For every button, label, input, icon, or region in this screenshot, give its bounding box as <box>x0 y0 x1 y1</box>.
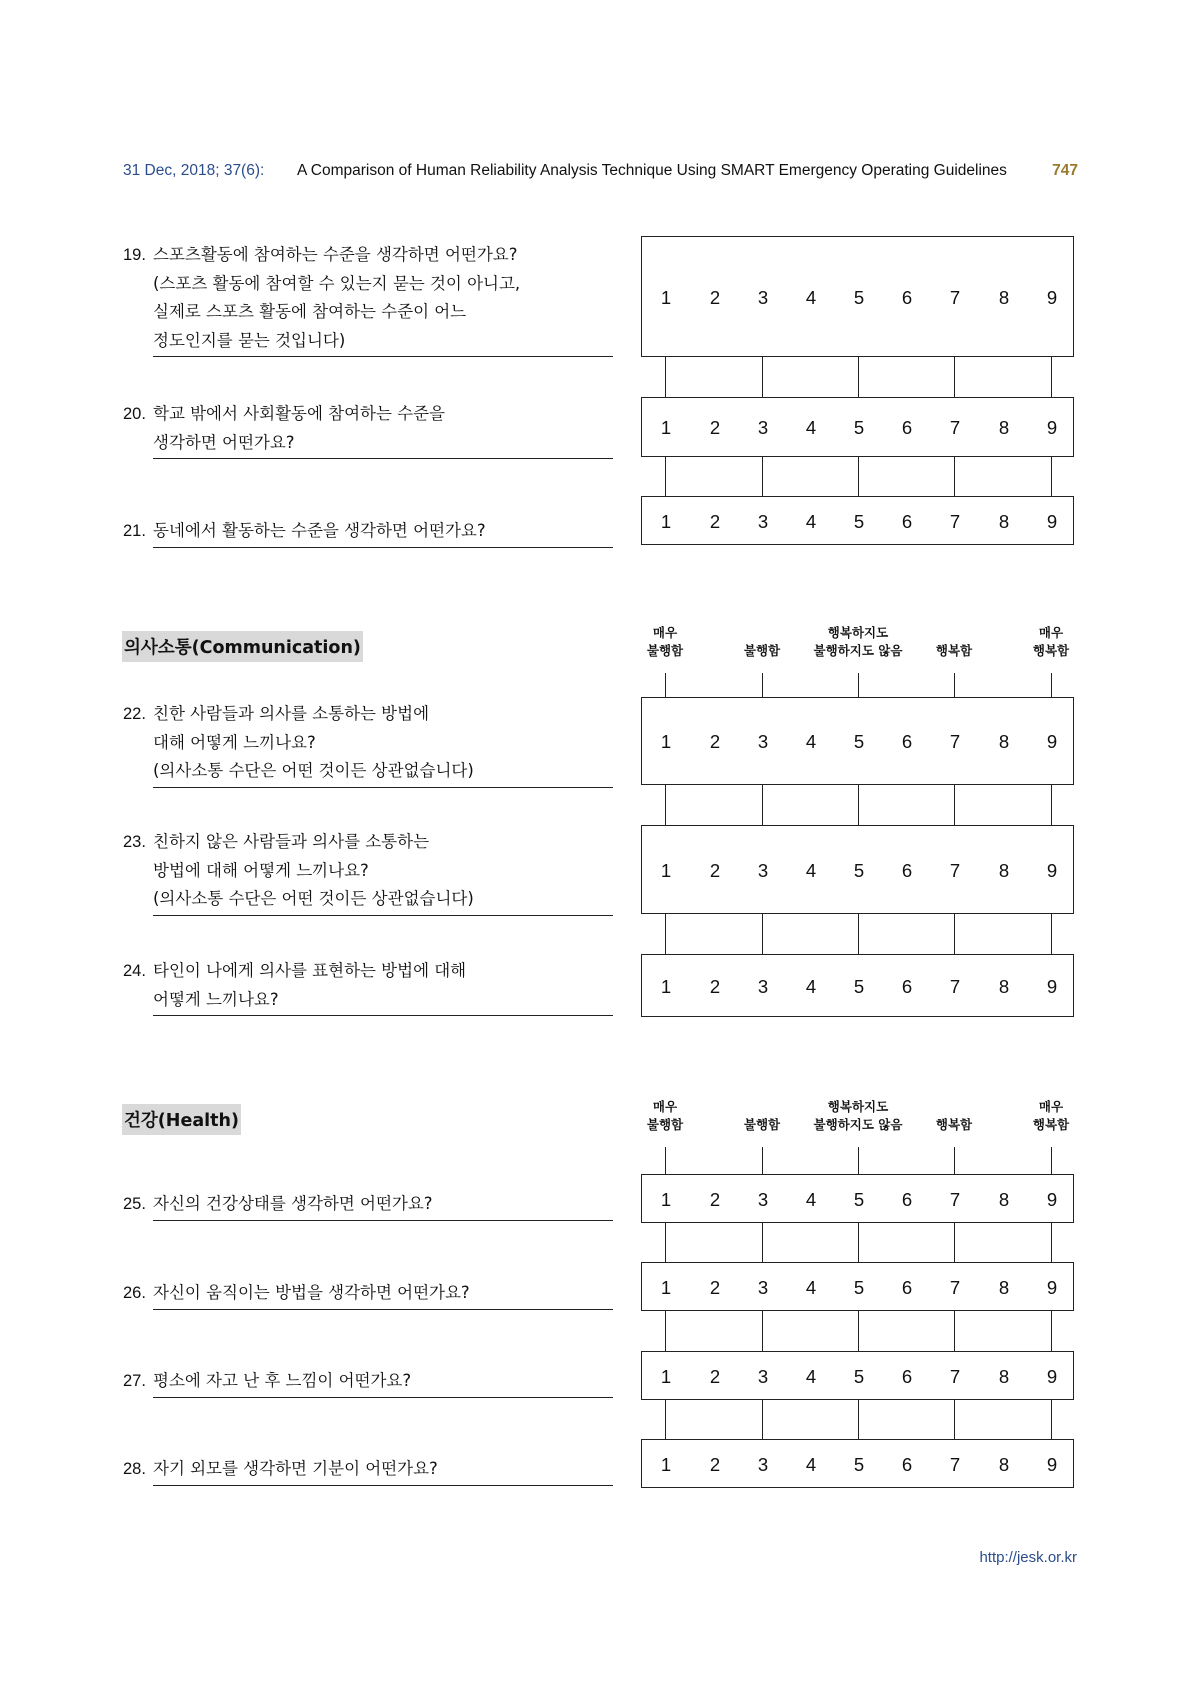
scale-anchor-label <box>814 624 903 660</box>
rating-scale-q21 <box>641 496 1074 545</box>
anchor-line <box>936 624 972 642</box>
scale-option-9[interactable]: 9 <box>1046 286 1058 308</box>
scale-option-4[interactable]: 4 <box>805 975 817 997</box>
scale-option-1[interactable]: 1 <box>660 1453 672 1475</box>
anchor-line: 불행함 <box>743 1117 781 1132</box>
scale-option-2[interactable]: 2 <box>709 1276 721 1298</box>
rating-scale-q22 <box>641 697 1074 785</box>
question-line: 실제로 스포츠 활동에 참여하는 수준이 어느 <box>153 302 467 321</box>
scale-option-4[interactable]: 4 <box>805 510 817 532</box>
scale-tick <box>954 785 955 825</box>
scale-tick <box>858 914 859 954</box>
question-line: 자신이 움직이는 방법을 생각하면 어떤가요? <box>153 1283 470 1302</box>
scale-option-1[interactable]: 1 <box>660 1276 672 1298</box>
scale-option-1[interactable]: 1 <box>660 510 672 532</box>
question-text <box>153 1190 613 1221</box>
anchor-line: 행복함 <box>935 1117 973 1132</box>
question-number: 22. <box>123 705 146 723</box>
scale-option-7[interactable]: 7 <box>949 975 961 997</box>
rating-scale-q19 <box>641 236 1074 357</box>
scale-option-8[interactable]: 8 <box>998 286 1010 308</box>
scale-option-3[interactable]: 3 <box>757 510 769 532</box>
question-line: (스포츠 활동에 참여할 수 있는지 묻는 것이 아니고, <box>153 273 521 293</box>
scale-tick <box>762 1147 763 1174</box>
scale-tick <box>1051 785 1052 825</box>
scale-option-9[interactable]: 9 <box>1046 975 1058 997</box>
scale-option-3[interactable]: 3 <box>757 1365 769 1387</box>
scale-option-4[interactable]: 4 <box>805 731 817 752</box>
scale-tick <box>858 1223 859 1262</box>
anchor-line: 불행하지도 않음 <box>813 1117 903 1132</box>
scale-anchor-label <box>936 1098 972 1134</box>
rating-scale-q24 <box>641 954 1074 1017</box>
question-text <box>153 241 613 357</box>
scale-tick <box>665 1223 666 1262</box>
scale-option-5[interactable]: 5 <box>853 859 865 881</box>
rating-scale-q28 <box>641 1439 1074 1488</box>
section-title-health: 건강(Health) <box>122 1104 241 1135</box>
anchor-line: 매우 <box>1038 625 1064 640</box>
scale-option-5[interactable]: 5 <box>853 975 865 997</box>
scale-option-4[interactable]: 4 <box>805 1453 817 1475</box>
scale-anchor-label <box>647 624 683 660</box>
anchor-line <box>744 1098 780 1116</box>
scale-option-3[interactable]: 3 <box>757 1453 769 1475</box>
scale-option-6[interactable]: 6 <box>901 975 913 997</box>
scale-option-8[interactable]: 8 <box>998 731 1010 752</box>
question-21 <box>123 517 613 548</box>
scale-option-5[interactable]: 5 <box>853 286 865 308</box>
rating-scale-q20 <box>641 397 1074 457</box>
scale-tick <box>954 1311 955 1351</box>
scale-option-7[interactable]: 7 <box>949 286 961 308</box>
anchor-line: 행복하지도 <box>827 1099 889 1114</box>
question-line: 스포츠활동에 참여하는 수준을 생각하면 어떤가요? <box>153 245 518 264</box>
scale-tick <box>1051 457 1052 496</box>
question-line: 생각하면 어떤가요? <box>153 432 295 452</box>
scale-tick <box>762 914 763 954</box>
question-20 <box>123 400 613 459</box>
scale-option-3[interactable]: 3 <box>757 1188 769 1210</box>
scale-option-6[interactable]: 6 <box>901 731 913 752</box>
scale-tick <box>1051 1223 1052 1262</box>
anchor-line: 매우 <box>652 625 678 640</box>
scale-tick <box>954 673 955 697</box>
issue-date: 31 Dec, 2018; 37(6): <box>123 162 265 179</box>
question-number: 23. <box>123 833 146 851</box>
scale-tick <box>762 457 763 496</box>
scale-option-9[interactable]: 9 <box>1046 1188 1058 1210</box>
scale-tick <box>1051 1147 1052 1174</box>
scale-tick <box>665 1147 666 1174</box>
scale-option-7[interactable]: 7 <box>949 859 961 881</box>
article-title: A Comparison of Human Reliability Analysis Technique Using SMART Emergency Operating Guidelines <box>297 162 1007 179</box>
question-line: 정도인지를 묻는 것입니다) <box>153 330 346 350</box>
scale-anchor-label <box>744 624 780 660</box>
question-line: 타인이 나에게 의사를 표현하는 방법에 대해 <box>153 961 467 980</box>
scale-option-2[interactable]: 2 <box>709 1365 721 1387</box>
scale-option-2[interactable]: 2 <box>709 417 721 438</box>
scale-option-8[interactable]: 8 <box>998 859 1010 881</box>
question-text <box>153 957 613 1016</box>
scale-option-3[interactable]: 3 <box>757 286 769 308</box>
question-22 <box>123 700 613 788</box>
scale-option-4[interactable]: 4 <box>805 1188 817 1210</box>
scale-option-2[interactable]: 2 <box>709 859 721 881</box>
scale-option-6[interactable]: 6 <box>901 1276 913 1298</box>
scale-tick <box>858 673 859 697</box>
scale-option-3[interactable]: 3 <box>757 417 769 438</box>
scale-option-7[interactable]: 7 <box>949 731 961 752</box>
scale-option-8[interactable]: 8 <box>998 510 1010 532</box>
scale-option-2[interactable]: 2 <box>709 510 721 532</box>
scale-tick <box>858 357 859 397</box>
scale-option-5[interactable]: 5 <box>853 1453 865 1475</box>
scale-option-6[interactable]: 6 <box>901 859 913 881</box>
scale-tick <box>665 914 666 954</box>
scale-option-8[interactable]: 8 <box>998 1188 1010 1210</box>
scale-option-8[interactable]: 8 <box>998 1365 1010 1387</box>
question-27 <box>123 1367 613 1398</box>
scale-tick <box>665 357 666 397</box>
scale-option-4[interactable]: 4 <box>805 286 817 308</box>
scale-option-5[interactable]: 5 <box>853 1188 865 1210</box>
scale-tick <box>954 1400 955 1439</box>
question-line: 평소에 자고 난 후 느낌이 어떤가요? <box>153 1371 412 1390</box>
scale-tick <box>665 1311 666 1351</box>
scale-option-8[interactable]: 8 <box>998 1453 1010 1475</box>
scale-option-1[interactable]: 1 <box>660 731 672 752</box>
scale-anchor-label <box>647 1098 683 1134</box>
scale-option-4[interactable]: 4 <box>805 417 817 438</box>
question-number: 26. <box>123 1284 146 1302</box>
scale-option-6[interactable]: 6 <box>901 417 913 438</box>
question-24 <box>123 957 613 1016</box>
scale-tick <box>1051 1400 1052 1439</box>
scale-anchor-label <box>814 1098 903 1134</box>
question-line: 대해 어떻게 느끼나요? <box>153 732 316 752</box>
scale-tick <box>1051 1311 1052 1351</box>
scale-option-4[interactable]: 4 <box>805 859 817 881</box>
scale-option-8[interactable]: 8 <box>998 975 1010 997</box>
question-26 <box>123 1279 613 1310</box>
question-line: (의사소통 수단은 어떤 것이든 상관없습니다) <box>153 889 474 908</box>
question-number: 24. <box>123 962 146 980</box>
question-number: 20. <box>123 405 146 423</box>
scale-anchor-label <box>936 624 972 660</box>
scale-option-3[interactable]: 3 <box>757 859 769 881</box>
scale-option-7[interactable]: 7 <box>949 1188 961 1210</box>
anchor-line: 매우 <box>1038 1099 1064 1114</box>
scale-option-1[interactable]: 1 <box>660 286 672 308</box>
rating-scale-q26 <box>641 1262 1074 1311</box>
scale-option-2[interactable]: 2 <box>709 1188 721 1210</box>
scale-option-4[interactable]: 4 <box>805 1365 817 1387</box>
question-28 <box>123 1455 613 1486</box>
scale-option-2[interactable]: 2 <box>709 1453 721 1475</box>
anchor-line <box>744 624 780 642</box>
scale-tick <box>1051 673 1052 697</box>
anchor-line: 행복함 <box>1032 1117 1070 1132</box>
question-text <box>153 1367 613 1398</box>
scale-tick <box>954 457 955 496</box>
question-text <box>153 700 613 788</box>
question-line: 자신의 건강상태를 생각하면 어떤가요? <box>153 1194 433 1213</box>
question-text <box>153 828 613 916</box>
question-number: 25. <box>123 1195 146 1213</box>
scale-tick <box>665 673 666 697</box>
scale-option-1[interactable]: 1 <box>660 1365 672 1387</box>
anchor-line: 불행함 <box>646 643 684 658</box>
scale-tick <box>954 1147 955 1174</box>
scale-option-2[interactable]: 2 <box>709 975 721 997</box>
scale-option-9[interactable]: 9 <box>1046 1276 1058 1298</box>
scale-tick <box>762 357 763 397</box>
scale-tick <box>954 914 955 954</box>
question-line: 방법에 대해 어떻게 느끼나요? <box>153 860 369 880</box>
rating-scale-q23 <box>641 825 1074 914</box>
question-line: 자기 외모를 생각하면 기분이 어떤가요? <box>153 1459 438 1478</box>
scale-option-6[interactable]: 6 <box>901 510 913 532</box>
scale-tick <box>762 785 763 825</box>
scale-tick <box>858 1147 859 1174</box>
rating-scale-q27 <box>641 1351 1074 1400</box>
question-line: 친한 사람들과 의사를 소통하는 방법에 <box>153 704 430 723</box>
scale-tick <box>858 1311 859 1351</box>
scale-tick <box>1051 914 1052 954</box>
question-number: 28. <box>123 1460 146 1478</box>
anchor-line: 행복하지도 <box>827 625 889 640</box>
anchor-line: 행복함 <box>935 643 973 658</box>
scale-option-9[interactable]: 9 <box>1046 859 1058 881</box>
question-25 <box>123 1190 613 1221</box>
scale-option-4[interactable]: 4 <box>805 1276 817 1298</box>
scale-option-7[interactable]: 7 <box>949 417 961 438</box>
scale-option-2[interactable]: 2 <box>709 731 721 752</box>
scale-option-9[interactable]: 9 <box>1046 1453 1058 1475</box>
scale-option-3[interactable]: 3 <box>757 731 769 752</box>
scale-anchor-label <box>744 1098 780 1134</box>
page-number: 747 <box>1052 162 1078 179</box>
scale-option-7[interactable]: 7 <box>949 1276 961 1298</box>
scale-option-7[interactable]: 7 <box>949 510 961 532</box>
scale-option-6[interactable]: 6 <box>901 1453 913 1475</box>
scale-tick <box>858 1400 859 1439</box>
scale-option-7[interactable]: 7 <box>949 1453 961 1475</box>
scale-option-3[interactable]: 3 <box>757 975 769 997</box>
scale-tick <box>954 1223 955 1262</box>
rating-scale-q25 <box>641 1174 1074 1223</box>
scale-option-3[interactable]: 3 <box>757 1276 769 1298</box>
question-text <box>153 1279 613 1310</box>
scale-option-6[interactable]: 6 <box>901 1365 913 1387</box>
anchor-line: 불행함 <box>646 1117 684 1132</box>
scale-option-5[interactable]: 5 <box>853 417 865 438</box>
question-text <box>153 517 613 548</box>
question-line: 어떻게 느끼나요? <box>153 989 279 1009</box>
question-number: 21. <box>123 522 146 540</box>
anchor-line <box>936 1098 972 1116</box>
scale-tick <box>665 785 666 825</box>
footer-url[interactable]: http://jesk.or.kr <box>979 1549 1077 1566</box>
scale-option-9[interactable]: 9 <box>1046 417 1058 438</box>
question-23 <box>123 828 613 916</box>
scale-tick <box>762 1311 763 1351</box>
scale-option-9[interactable]: 9 <box>1046 731 1058 752</box>
scale-option-9[interactable]: 9 <box>1046 1365 1058 1387</box>
scale-tick <box>762 1223 763 1262</box>
scale-tick <box>762 1400 763 1439</box>
scale-option-8[interactable]: 8 <box>998 417 1010 438</box>
scale-tick <box>665 457 666 496</box>
scale-option-2[interactable]: 2 <box>709 286 721 308</box>
scale-tick <box>665 1400 666 1439</box>
question-line: 동네에서 활동하는 수준을 생각하면 어떤가요? <box>153 521 486 540</box>
scale-tick <box>1051 357 1052 397</box>
scale-option-8[interactable]: 8 <box>998 1276 1010 1298</box>
scale-option-1[interactable]: 1 <box>660 1188 672 1210</box>
question-text <box>153 400 613 459</box>
scale-option-5[interactable]: 5 <box>853 731 865 752</box>
anchor-line: 매우 <box>652 1099 678 1114</box>
scale-option-1[interactable]: 1 <box>660 975 672 997</box>
question-number: 27. <box>123 1372 146 1390</box>
scale-anchor-label <box>1033 624 1069 660</box>
scale-option-6[interactable]: 6 <box>901 286 913 308</box>
scale-option-1[interactable]: 1 <box>660 417 672 438</box>
scale-option-5[interactable]: 5 <box>853 1365 865 1387</box>
scale-tick <box>762 673 763 697</box>
scale-option-1[interactable]: 1 <box>660 859 672 881</box>
scale-option-9[interactable]: 9 <box>1046 510 1058 532</box>
scale-tick <box>858 785 859 825</box>
question-text <box>153 1455 613 1486</box>
question-19 <box>123 241 613 357</box>
question-number: 19. <box>123 246 146 264</box>
scale-option-5[interactable]: 5 <box>853 510 865 532</box>
scale-anchor-label <box>1033 1098 1069 1134</box>
scale-tick <box>954 357 955 397</box>
section-title-communication: 의사소통(Communication) <box>122 631 363 662</box>
scale-option-7[interactable]: 7 <box>949 1365 961 1387</box>
anchor-line: 불행하지도 않음 <box>813 643 903 658</box>
anchor-line: 행복함 <box>1032 643 1070 658</box>
anchor-line: 불행함 <box>743 643 781 658</box>
scale-tick <box>858 457 859 496</box>
scale-option-6[interactable]: 6 <box>901 1188 913 1210</box>
question-line: 친하지 않은 사람들과 의사를 소통하는 <box>153 832 430 851</box>
question-line: 학교 밖에서 사회활동에 참여하는 수준을 <box>153 404 445 423</box>
scale-option-5[interactable]: 5 <box>853 1276 865 1298</box>
question-line: (의사소통 수단은 어떤 것이든 상관없습니다) <box>153 761 474 780</box>
